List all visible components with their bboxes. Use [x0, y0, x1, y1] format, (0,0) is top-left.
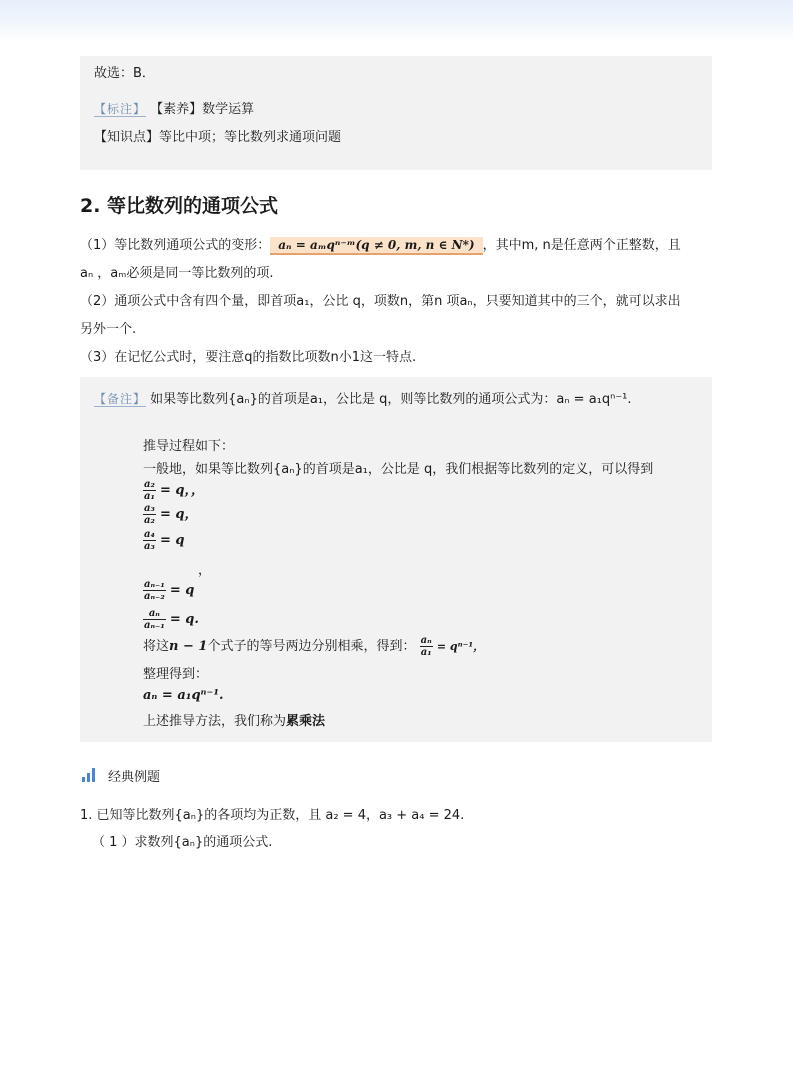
header-band	[0, 0, 793, 42]
para-1-lead: （1）等比数列通项公式的变形：	[80, 238, 271, 253]
formula-highlight: aₙ = aₘqⁿ⁻ᵐ(q ≠ 0, m, n ∈ N*)	[270, 237, 482, 255]
multiply-n: n − 1	[169, 639, 208, 654]
frac-den: aₙ₋₁	[144, 620, 165, 631]
note-tag: 【备注】	[94, 392, 147, 406]
note-line-1	[94, 388, 632, 407]
frac-rhs: = q	[169, 583, 195, 598]
suyang-line	[94, 98, 254, 117]
fraction-row-1	[143, 479, 204, 502]
multiply-line	[143, 635, 484, 658]
frac-rhs: = q	[160, 533, 185, 548]
frac-num: aₙ	[143, 608, 166, 620]
method-lead: 上述推导方法，我们称为	[143, 714, 287, 729]
frac-num: a₄	[144, 529, 155, 540]
derive-intro: 一般地，如果等比数列{aₙ}的首项是a₁，公比是 q，我们根据等比数列的定义，可以得到	[143, 462, 654, 477]
answer-line: 故选：B．	[94, 66, 155, 81]
section-title: 2. 等比数列的通项公式	[80, 195, 279, 217]
method-line	[143, 710, 325, 729]
frac-num: aₙ	[420, 635, 432, 646]
fraction-row-4	[143, 579, 194, 602]
fraction-row-5	[143, 608, 199, 631]
knowledge-line: 【知识点】等比中项；等比数列求通项问题	[94, 130, 342, 145]
frac-rhs: = q.	[169, 612, 199, 627]
result-formula: aₙ = a₁qⁿ⁻¹.	[143, 688, 224, 703]
para-1	[80, 234, 681, 253]
tag-label: 【标注】	[94, 102, 147, 116]
para-2: （2）通项公式中含有四个量，即首项a₁，公比 q，项数n，第n 项aₙ，只要知道其中的三个，就可以求出	[80, 294, 681, 309]
note-box	[80, 377, 712, 742]
note-text: 如果等比数列{aₙ}的首项是a₁，公比是 q，则等比数列的通项公式为：aₙ = a₁qⁿ⁻¹.	[150, 392, 632, 407]
question-1: 1. 已知等比数列{aₙ}的各项均为正数，且 a₂ = 4，a₃ + a₄ = 24.	[80, 808, 465, 823]
multiply-tail: 个式子的等号两边分别相乘，得到：	[207, 639, 416, 654]
para-1-tail: ，其中m, n是任意两个正整数，且	[482, 238, 681, 253]
derive-title: 推导过程如下：	[143, 439, 235, 454]
para-3: （3）在记忆公式时，要注意q的指数比项数n小1这一特点.	[80, 350, 417, 365]
bar-chart-icon	[82, 768, 98, 782]
frac-num: a₂	[144, 479, 155, 490]
frac-den: a₁	[420, 647, 432, 658]
suyang-text: 【素养】数学运算	[150, 102, 255, 117]
result-title: 整理得到：	[143, 667, 209, 682]
multiply-lead: 将这	[143, 639, 170, 654]
frac-num: a₃	[144, 503, 155, 514]
frac-den: a₁	[144, 491, 155, 502]
frac-rhs: = q，	[160, 507, 198, 522]
method-name: 累乘法	[286, 714, 326, 729]
para-1-cont: aₙ ，aₘ必须是同一等比数列的项.	[80, 266, 274, 281]
frac-den: a₂	[144, 515, 155, 526]
frac-rhs: = q，，	[160, 483, 205, 498]
frac-num: aₙ₋₁	[144, 579, 165, 590]
examples-header: 经典例题	[108, 770, 161, 785]
fraction-row-2	[143, 503, 198, 526]
frac-rhs: = qⁿ⁻¹，	[436, 640, 485, 653]
fraction-row-3	[143, 529, 185, 552]
para-2-cont: 另外一个.	[80, 322, 137, 337]
question-1-sub: （ 1 ）求数列{aₙ}的通项公式.	[92, 835, 273, 850]
answer-box	[80, 56, 712, 170]
frac-den: aₙ₋₂	[144, 591, 165, 602]
frac-den: a₃	[144, 541, 155, 552]
ellipsis-comma: ，	[198, 563, 212, 578]
